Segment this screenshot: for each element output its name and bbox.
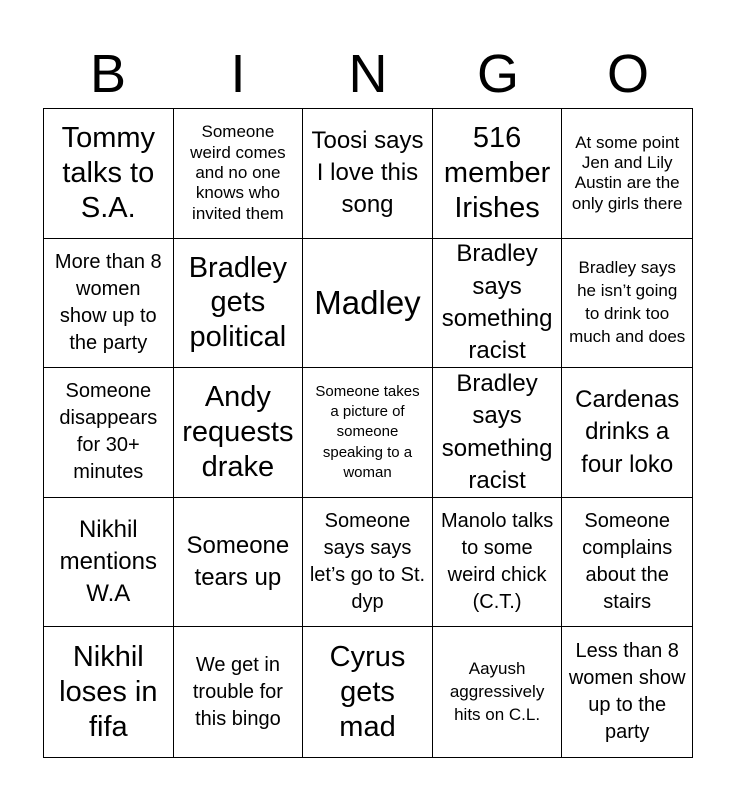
bingo-cell[interactable] [303,109,433,239]
bingo-cell[interactable] [44,498,174,628]
bingo-cell[interactable] [303,627,433,757]
cell-text: Someone says says let’s go to St. dyp [309,510,426,614]
bingo-cell[interactable] [562,239,692,369]
header-letter-o: O [606,44,649,104]
header-letter-g: G [476,44,519,104]
cell-text: We get in trouble for this bingo [192,653,283,730]
header-letter-b: B [89,44,127,104]
bingo-cell[interactable] [44,368,174,498]
cell-text: Cyrus gets mad [329,641,406,743]
bingo-cell[interactable] [44,239,174,369]
cell-text: Bradley says something racist [441,369,553,494]
bingo-cell[interactable] [433,239,563,369]
bingo-cell[interactable] [562,368,692,498]
bingo-cell[interactable] [174,109,304,239]
cell-text: Cardenas drinks a four loko [575,385,680,478]
cell-text: Madley [314,284,421,322]
bingo-cell[interactable] [303,239,433,369]
bingo-cell[interactable] [433,368,563,498]
bingo-cell[interactable] [303,368,433,498]
bingo-cell[interactable] [44,109,174,239]
bingo-cell[interactable] [174,627,304,757]
bingo-board [43,108,693,758]
cell-text: Andy requests drake [182,381,294,483]
cell-text: At some point Jen and Lily Austin are the only girls there [571,132,683,213]
cell-text: Bradley says something racist [441,240,553,365]
bingo-cell[interactable] [174,239,304,369]
cell-text: Toosi says I love this song [311,126,424,219]
cell-text: More than 8 women show up to the party [54,250,162,354]
bingo-cell[interactable] [562,498,692,628]
cell-text: 516 member Irishes [443,122,551,224]
bingo-cell[interactable] [174,498,304,628]
cell-text: Bradley says he isn’t going to drink too much and does [569,258,686,346]
cell-text: Tommy talks to S.A. [61,122,156,224]
bingo-cell[interactable] [174,368,304,498]
header-letter-i: I [230,44,246,104]
bingo-cell[interactable] [433,498,563,628]
bingo-header [43,40,693,108]
cell-text: Nikhil loses in fifa [59,641,158,743]
bingo-cell[interactable] [433,109,563,239]
cell-text: Aayush aggressively hits on C.L. [449,658,545,724]
cell-text: Bradley gets political [188,251,288,354]
bingo-cell[interactable] [562,109,692,239]
cell-text: Someone takes a picture of someone speaking to a woman [315,382,420,481]
cell-text: Someone weird comes and no one knows who invited them [190,122,286,223]
cell-text: Nikhil mentions W.A [59,515,157,608]
bingo-cell[interactable] [562,627,692,757]
header-letter-n: N [348,44,388,104]
cell-text: Someone complains about the stairs [582,510,673,614]
cell-text: Someone tears up [186,531,290,592]
cell-text: Manolo talks to some weird chick (C.T.) [440,510,554,614]
bingo-cell[interactable] [433,627,563,757]
cell-text: Less than 8 women show up to the party [568,640,686,744]
cell-text: Someone disappears for 30+ minutes [59,380,158,484]
bingo-cell[interactable] [44,627,174,757]
bingo-cell[interactable] [303,498,433,628]
